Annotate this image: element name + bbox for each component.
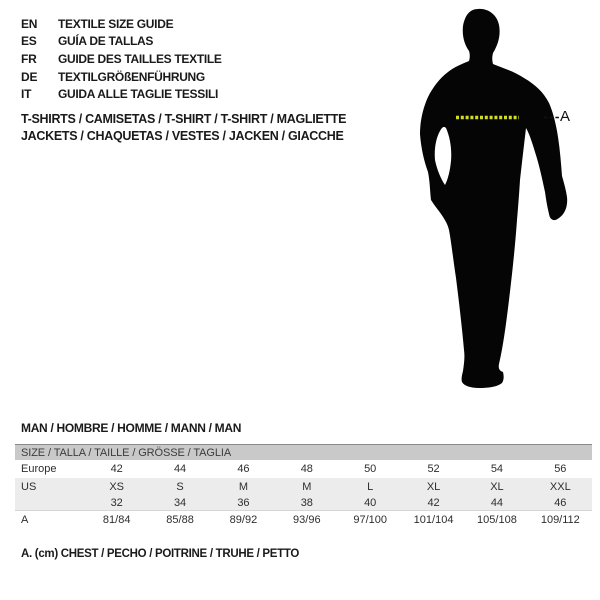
size-cell: 42 — [427, 497, 440, 509]
size-cell: 40 — [364, 497, 377, 509]
table-row-us — [15, 478, 592, 496]
size-cell: 48 — [300, 463, 313, 475]
language-title: GUÍA DE TALLAS — [58, 34, 154, 49]
size-cell: 52 — [427, 463, 440, 475]
language-row-it — [21, 85, 222, 103]
language-code: IT — [21, 87, 32, 102]
language-title: TEXTILGRÖßENFÜHRUNG — [58, 69, 205, 84]
size-table-header: SIZE / TALLA / TAILLE / GRÖSSE / TAGLIA — [15, 444, 592, 460]
size-cell: 32 — [110, 497, 123, 509]
size-cell: 42 — [110, 463, 123, 475]
size-cell: 101/104 — [413, 513, 454, 526]
table-row-europe — [15, 460, 592, 478]
category-line-tshirts: T-SHIRTS / CAMISETAS / T-SHIRT / T-SHIRT / MAGLIETTE — [21, 111, 347, 126]
measurement-footnote: A. (cm) CHEST / PECHO / POITRINE / TRUHE / PETTO — [21, 548, 300, 560]
size-cell: XXL — [549, 481, 571, 493]
size-cell: 44 — [173, 463, 187, 475]
size-table — [15, 444, 592, 528]
size-cell: XL — [490, 481, 504, 493]
size-cell: 34 — [173, 497, 187, 509]
section-title-man: MAN / HOMBRE / HOMME / MANN / MAN — [21, 421, 242, 435]
language-row-fr — [21, 50, 222, 68]
size-cell: M — [238, 481, 249, 493]
language-row-es — [21, 33, 222, 51]
size-cell: 38 — [300, 497, 313, 509]
size-cell: 85/88 — [166, 513, 194, 526]
size-cell: 36 — [237, 497, 250, 509]
size-cell: S — [176, 481, 184, 493]
language-row-en — [21, 15, 222, 33]
language-code: DE — [21, 69, 38, 84]
table-row-chest-a — [15, 510, 592, 528]
language-code: ES — [21, 34, 37, 49]
man-silhouette — [420, 9, 567, 388]
size-cell: 97/100 — [353, 513, 388, 526]
size-cell: 54 — [490, 463, 504, 475]
row-label: A — [21, 513, 29, 526]
row-label: US — [21, 481, 37, 493]
size-cell: XL — [426, 481, 441, 493]
language-code: FR — [21, 51, 37, 66]
category-line-jackets: JACKETS / CHAQUETAS / VESTES / JACKEN / GIACCHE — [21, 128, 344, 143]
measurement-label-a: A — [560, 108, 571, 125]
language-list — [21, 15, 222, 103]
size-cell: 46 — [554, 497, 567, 509]
man-silhouette-figure — [400, 0, 600, 400]
language-code: EN — [21, 16, 38, 31]
size-cell: 109/112 — [540, 513, 580, 526]
size-cell: 44 — [490, 497, 504, 509]
row-label: Europe — [21, 463, 57, 475]
language-row-de — [21, 68, 222, 86]
garment-categories — [21, 110, 346, 144]
table-row-us-numeric — [15, 496, 592, 510]
language-title: TEXTILE SIZE GUIDE — [58, 16, 174, 31]
size-cell: 50 — [364, 463, 377, 475]
size-cell: 81/84 — [102, 513, 131, 526]
size-cell: XS — [109, 481, 125, 493]
size-cell: 89/92 — [229, 513, 258, 526]
size-cell: 56 — [554, 463, 567, 475]
size-cell: L — [367, 481, 374, 493]
size-cell: 93/96 — [293, 513, 321, 526]
size-cell: M — [302, 481, 312, 493]
language-title: GUIDE DES TAILLES TEXTILE — [58, 51, 222, 66]
size-cell: 105/108 — [477, 513, 517, 526]
language-title: GUIDA ALLE TAGLIE TESSILI — [58, 87, 219, 102]
size-cell: 46 — [237, 463, 250, 475]
